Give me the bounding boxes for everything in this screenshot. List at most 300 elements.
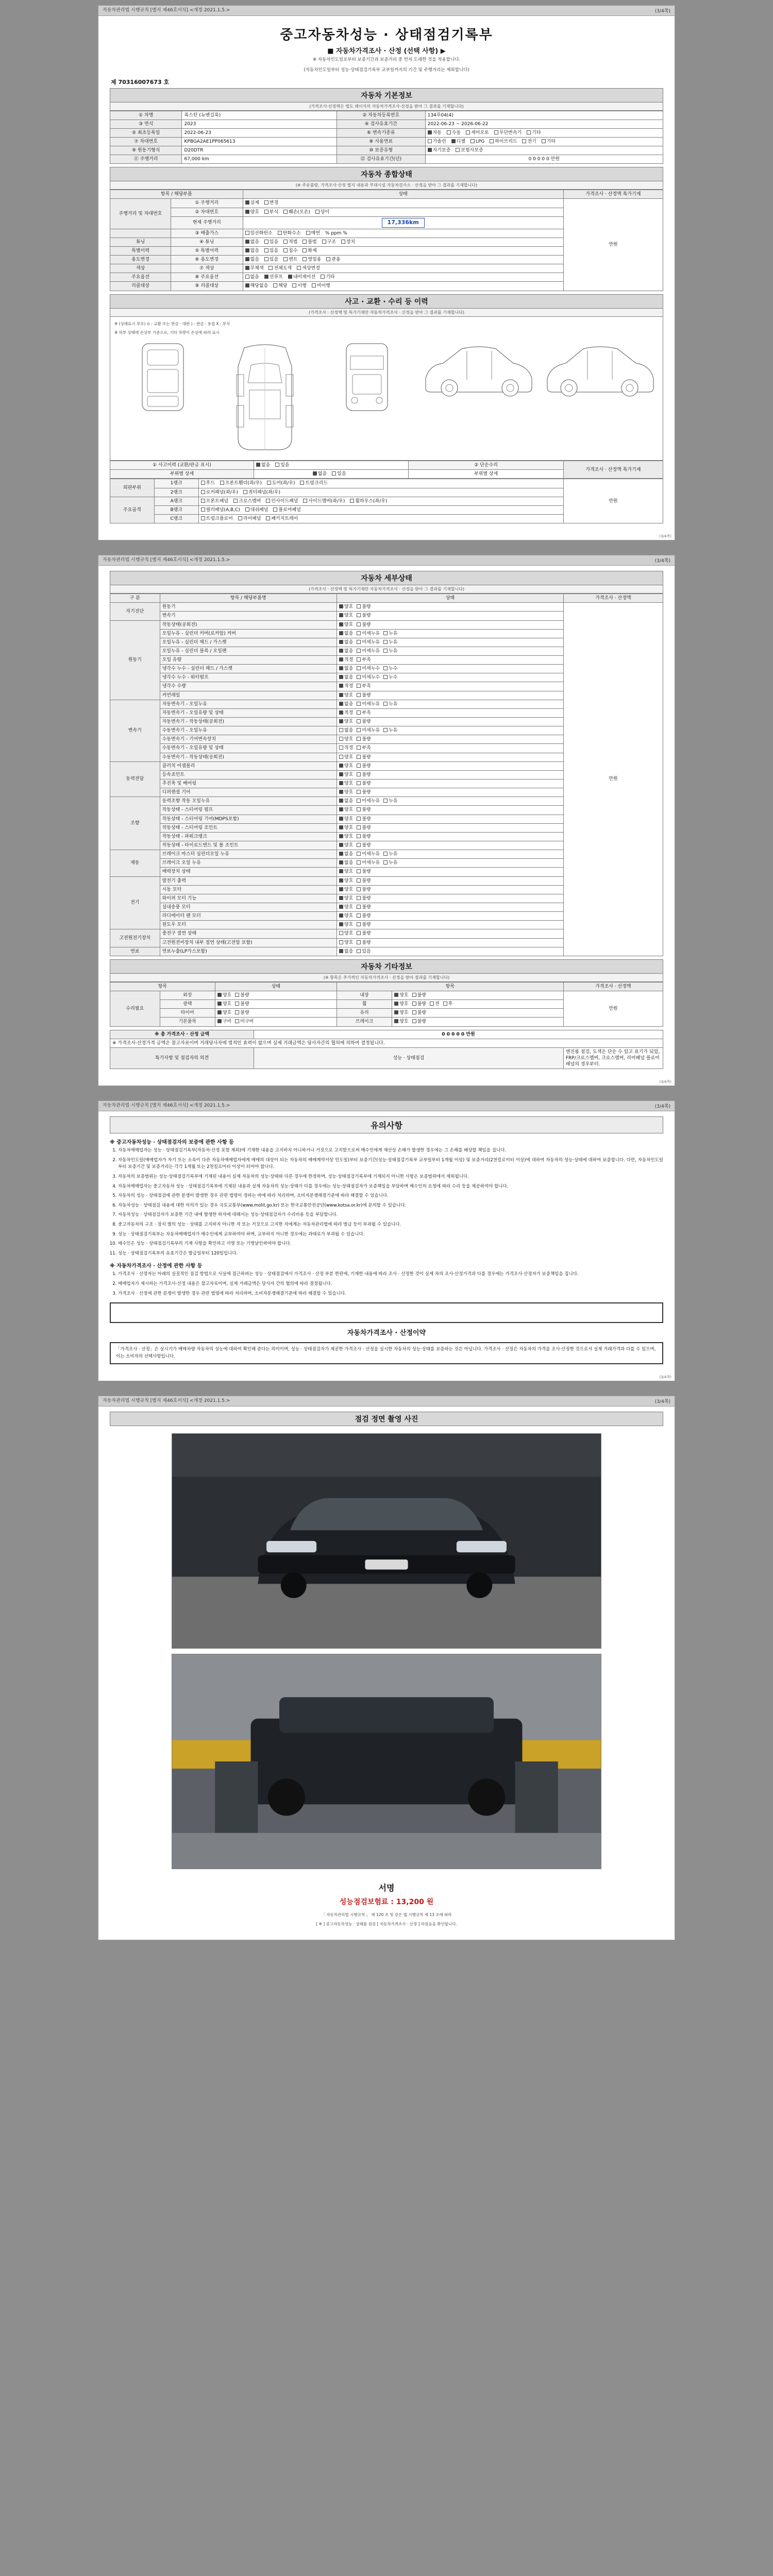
detail-1-1-option-0[interactable]: 없음	[339, 631, 353, 637]
detail-2-2-option-0[interactable]: 양호	[339, 719, 353, 725]
parts-rank-1: 1랭크	[154, 479, 198, 488]
special-option-flood[interactable]: 침수	[283, 248, 297, 254]
recall-option-done[interactable]: 이행	[292, 283, 306, 289]
detail-4-0-option-1[interactable]: 미세누유	[357, 798, 380, 804]
detail-group-7: 고전원전기장치	[110, 929, 160, 947]
vin-option-good[interactable]: 양호	[245, 209, 259, 215]
page-subnote-1: ※ 자동차인도일로부터 보증기간과 보증거리 중 먼저 도래한 것을 적용합니다.	[313, 57, 460, 62]
detail-part-1-8: 커먼레일	[160, 691, 337, 700]
detail-6-4-option-1[interactable]: 불량	[357, 913, 371, 919]
detail-1-0-option-0[interactable]: 양호	[339, 622, 353, 628]
emission-option-hc[interactable]: 탄화수소	[278, 230, 301, 236]
basic-value-first-registration: 2022-06-23	[182, 128, 337, 137]
detail-state-4-5	[337, 841, 563, 850]
detail-3-1-option-0[interactable]: 양호	[339, 772, 353, 778]
table-row	[110, 137, 663, 146]
accident-diagram-area	[110, 317, 663, 461]
emission-values: % ppm %	[325, 230, 347, 236]
detail-3-0-option-1[interactable]: 불량	[357, 763, 371, 769]
detail-1-7-option-0[interactable]: 적정	[339, 683, 353, 689]
others-b-2-option-0[interactable]: 양호	[394, 1010, 408, 1016]
detail-1-5-option-0[interactable]: 없음	[339, 666, 353, 672]
color-option-full-paint[interactable]: 전체도색	[268, 265, 292, 272]
vin-option-damaged[interactable]: 훼손(오손)	[283, 209, 310, 215]
detail-1-8-option-0[interactable]: 양호	[339, 692, 353, 699]
form-legal-ref-3: 자동차관리법 시행규칙 [별지 제46호서식] <개정 2021.1.5.>	[103, 1103, 230, 1109]
detail-2-0-option-2[interactable]: 누유	[383, 701, 397, 707]
usage-option-business[interactable]: 영업용	[303, 257, 321, 263]
detail-4-2-option-1[interactable]: 불량	[357, 816, 371, 822]
form-legal-ref: 자동차관리법 시행규칙 [별지 제46호서식] <개정 2021.1.5.>	[103, 8, 230, 13]
detail-6-0-option-1[interactable]: 불량	[357, 878, 371, 884]
detail-1-0-option-1[interactable]: 불량	[357, 622, 371, 628]
page-subnote-2: (자동차인도일부터 성능·상태점검기록부 교부일까지의 기간 및 주행거리는 제외합니다)	[304, 67, 469, 73]
detail-1-3-option-1[interactable]: 미세누유	[357, 648, 380, 654]
table-row	[110, 1030, 663, 1039]
page-footer-3: (3/4쪽)	[659, 1375, 671, 1380]
detail-5-2-option-0[interactable]: 양호	[339, 869, 353, 875]
detail-4-5-option-0[interactable]: 양호	[339, 842, 353, 849]
transmission-option-manual[interactable]: 수동	[447, 130, 461, 136]
detail-2-3-option-2[interactable]: 누유	[383, 727, 397, 734]
others-state-2	[215, 1009, 337, 1018]
others-b-3-option-0[interactable]: 양호	[394, 1019, 408, 1025]
overall-group-usage-change: 용도변경	[110, 256, 171, 264]
detail-0-0-option-0[interactable]: 양호	[339, 604, 353, 610]
tuning-option-legal[interactable]: 적법	[283, 239, 297, 245]
detail-part-2-4: 수동변속기 - 기어변속장치	[160, 735, 337, 744]
detail-part-4-2: 작동상태 - 스티어링 기어(MDPS포함)	[160, 815, 337, 823]
transmission-option-cvt[interactable]: 무단변속기	[494, 130, 522, 136]
detail-state-0-1	[337, 612, 563, 620]
fee-value: 13,200 원	[396, 1898, 434, 1907]
diagram-legend-2: ※ 하부 상태에 손상부 기준으로, 기타 차량이 손상에 따라 표시	[114, 330, 220, 335]
detail-3-1-option-1[interactable]: 불량	[357, 772, 371, 778]
detail-1-2-option-1[interactable]: 미세누유	[357, 639, 380, 646]
color-option-original[interactable]: 무채색	[245, 265, 264, 272]
detail-5-0-option-2[interactable]: 누유	[383, 851, 397, 857]
overall-item-recall: ⑨ 리콜대상	[171, 282, 243, 291]
detail-7-1-option-1[interactable]: 불량	[357, 940, 371, 946]
options-option-sunroof[interactable]: 선루프	[264, 274, 283, 280]
detail-0-0-option-1[interactable]: 불량	[357, 604, 371, 610]
notice-list-1	[118, 1147, 663, 1257]
color-option-changed[interactable]: 색상변경	[297, 265, 320, 272]
page-topbar	[98, 6, 675, 16]
basic-label-year: ③ 연식	[110, 120, 182, 128]
detail-0-1-option-0[interactable]: 양호	[339, 613, 353, 619]
detail-group-6: 전기	[110, 876, 160, 929]
detail-3-3-option-0[interactable]: 양호	[339, 789, 353, 795]
detail-state-6-4	[337, 912, 563, 921]
vin-option-corrosion[interactable]: 부식	[264, 209, 278, 215]
detail-1-8-option-1[interactable]: 불량	[357, 692, 371, 699]
transmission-option-auto[interactable]: 자동	[428, 130, 442, 136]
detail-1-2-option-0[interactable]: 없음	[339, 639, 353, 646]
detail-part-4-0: 동력조향 작동 오일누유	[160, 797, 337, 806]
detail-part-6-2: 와이퍼 모터 기능	[160, 894, 337, 903]
detail-6-3-option-1[interactable]: 불량	[357, 904, 371, 910]
detail-2-1-option-1[interactable]: 부족	[357, 710, 371, 716]
detail-7-0-option-1[interactable]: 불량	[357, 930, 371, 937]
others-a-0-option-1[interactable]: 불량	[235, 992, 249, 998]
accident-history-none[interactable]: 없음	[256, 462, 270, 468]
notice-item-4: 5. 자동차의 성능 · 상태점검에 관한 분쟁이 발생한 경우 관련 법령이 정하는 바에 따라 처리하며, 소비자분쟁해결기준에 따라 해결할 수 있습니다.	[118, 1193, 663, 1200]
car-diagram-right-side[interactable]	[541, 338, 660, 400]
detail-2-5-option-0[interactable]: 적정	[339, 745, 353, 751]
overall-item-options: ⑧ 주요옵션	[171, 273, 243, 282]
notice-item-7: 8. 중고자동차의 구조 · 장치 별의 성능 · 상태를 고지하지 아니한 자 또는 거짓으로 고지한 자에게는 자동차관리법에 따라 벌금 등이 부과될 수 있습니다.	[118, 1222, 663, 1229]
detail-part-1-3: 오일누유 - 실린더 블록 / 오일팬	[160, 647, 337, 655]
usage-option-yes[interactable]: 있음	[264, 257, 278, 263]
notice2-item-2: 3. 가격조사 · 산정에 관한 분쟁이 발생한 경우 관련 법령에 따라 처리하며, 소비자분쟁해결기준에 따라 해결할 수 있습니다.	[118, 1291, 663, 1298]
recall-option-na[interactable]: 해당없음	[245, 283, 268, 289]
overall-state-options	[243, 273, 563, 282]
options-option-navigation[interactable]: 내비게이션	[288, 274, 315, 280]
tuning-option-illegal[interactable]: 불법	[303, 239, 316, 245]
tuning-option-yes[interactable]: 있음	[264, 239, 278, 245]
accident-col-simple-repair: ② 단순수리	[409, 461, 563, 470]
detail-2-6-option-0[interactable]: 양호	[339, 754, 353, 760]
others-part-1: 광택	[160, 1000, 215, 1009]
options-option-none[interactable]: 없음	[245, 274, 259, 280]
overall-state-color	[243, 264, 563, 273]
pledge-empty-box	[110, 1302, 663, 1323]
detail-state-6-2	[337, 894, 563, 903]
detail-1-7-option-1[interactable]: 부족	[357, 683, 371, 689]
form-legal-ref-4: 자동차관리법 시행규칙 [별지 제46호서식] <개정 2021.1.5.>	[103, 1398, 230, 1404]
detail-state-3-0	[337, 761, 563, 770]
basic-value-warranty-period: 0 0 0 0 0 만원	[425, 155, 663, 164]
tuning-option-structure[interactable]: 구조	[322, 239, 336, 245]
emission-option-smoke[interactable]: 매연	[306, 230, 320, 236]
fuel-option-gasoline[interactable]: 가솔린	[428, 139, 446, 145]
overall-state-recall	[243, 282, 563, 291]
others-col-state: 상태	[215, 982, 337, 991]
car-diagram-front[interactable]	[317, 338, 416, 416]
overall-item-tuning: ④ 튜닝	[171, 238, 243, 246]
detail-2-5-option-1[interactable]: 부족	[357, 745, 371, 751]
transmission-option-semiauto[interactable]: 세미오토	[466, 130, 489, 136]
detail-2-3-option-1[interactable]: 미세누유	[357, 727, 380, 734]
usage-option-government[interactable]: 관용	[326, 257, 340, 263]
parts-group-exterior: 외판부위	[110, 479, 155, 497]
detail-6-4-option-0[interactable]: 양호	[339, 913, 353, 919]
detail-2-0-option-0[interactable]: 없음	[339, 701, 353, 707]
special-option-yes[interactable]: 있음	[264, 248, 278, 254]
detail-state-2-5	[337, 744, 563, 753]
usage-option-rent[interactable]: 렌트	[283, 257, 297, 263]
others-a-3-option-0[interactable]: 구비	[217, 1019, 231, 1025]
mileage-option-changed[interactable]: 변경	[264, 200, 278, 206]
notice-item-6: 7. 자동차성능 · 상태점검자가 보증한 기간 내에 발생한 하자에 대해서는 성능·상태점검자가 수리비용 등을 부담합니다.	[118, 1212, 663, 1219]
page-topbar-2	[98, 555, 675, 566]
car-diagram-top[interactable]	[215, 338, 314, 457]
table-row	[110, 1047, 663, 1069]
detail-state-1-4	[337, 656, 563, 665]
detail-1-3-option-2[interactable]: 누유	[383, 648, 397, 654]
detail-group-1: 원동기	[110, 620, 160, 700]
others-b-3-option-1[interactable]: 불량	[412, 1019, 426, 1025]
detail-part-3-0: 클러치 어셈블리	[160, 761, 337, 770]
detail-1-4-option-1[interactable]: 부족	[357, 657, 371, 663]
warranty-option-insurance[interactable]: 보험사보증	[456, 147, 483, 154]
detail-5-1-option-2[interactable]: 누유	[383, 860, 397, 866]
detail-4-0-option-0[interactable]: 없음	[339, 798, 353, 804]
notice-heading-1: ※ 중고자동차성능 · 상태점검자의 보증에 관한 사항 등	[110, 1140, 234, 1146]
document-number-label: 제	[111, 78, 119, 86]
others-b-0-option-0[interactable]: 양호	[394, 992, 408, 998]
detail-6-5-option-1[interactable]: 불량	[357, 922, 371, 928]
detail-3-3-option-1[interactable]: 불량	[357, 789, 371, 795]
detail-7-1-option-0[interactable]: 양호	[339, 940, 353, 946]
others-col-price: 가격조사 · 산정액	[563, 982, 663, 991]
others-b-1-option-2[interactable]: 전	[430, 1001, 440, 1007]
table-header-row	[110, 190, 663, 199]
detail-4-4-option-1[interactable]: 불량	[357, 834, 371, 840]
detail-part-1-4: 오일 유량	[160, 656, 337, 665]
detail-7-0-option-0[interactable]: 양호	[339, 930, 353, 937]
options-option-etc[interactable]: 기타	[321, 274, 334, 280]
vin-option-different[interactable]: 상이	[315, 209, 329, 215]
others-a-3-option-1[interactable]: 미구비	[235, 1019, 254, 1025]
others-b-2-option-1[interactable]: 불량	[412, 1010, 426, 1016]
signature-title: 서명	[378, 1883, 395, 1893]
others-col-item-2: 항목	[337, 982, 563, 991]
detail-6-2-option-0[interactable]: 양호	[339, 895, 353, 902]
detail-col-price: 가격조사 · 산정액	[563, 594, 663, 603]
detail-1-6-option-1[interactable]: 미세누수	[357, 674, 380, 681]
detail-6-0-option-0[interactable]: 양호	[339, 878, 353, 884]
others-a-1-option-1[interactable]: 불량	[235, 1001, 249, 1007]
detail-5-1-option-0[interactable]: 없음	[339, 860, 353, 866]
table-row	[110, 991, 663, 999]
detail-8-0-option-0[interactable]: 없음	[339, 948, 353, 955]
others-group: 수리필요	[110, 991, 160, 1026]
detail-3-2-option-1[interactable]: 불량	[357, 781, 371, 787]
page-number: (3/4쪽)	[654, 9, 670, 14]
emission-option-co[interactable]: 일산화탄소	[245, 230, 273, 236]
others-b-0-option-1[interactable]: 불량	[412, 992, 426, 998]
detail-part-3-2: 추진축 및 베어링	[160, 779, 337, 788]
detail-state-2-3	[337, 726, 563, 735]
detail-1-1-option-1[interactable]: 미세누유	[357, 631, 380, 637]
detail-state-8-0	[337, 947, 563, 956]
detail-6-1-option-1[interactable]: 불량	[357, 887, 371, 893]
detail-2-4-option-0[interactable]: 양호	[339, 736, 353, 742]
detail-0-1-option-1[interactable]: 불량	[357, 613, 371, 619]
detail-4-5-option-1[interactable]: 불량	[357, 842, 371, 849]
notice-title: 유의사항	[110, 1116, 663, 1133]
tuning-option-none[interactable]: 없음	[245, 239, 259, 245]
detail-group-4: 조향	[110, 797, 160, 850]
detail-1-1-option-2[interactable]: 누유	[383, 631, 397, 637]
basic-label-transmission: ⑥ 변속기종류	[337, 128, 425, 137]
detail-state-3-1	[337, 770, 563, 779]
others-part2-0: 내장	[337, 991, 392, 999]
detail-group-2: 변속기	[110, 700, 160, 761]
detail-col-state: 상태	[337, 594, 563, 603]
basic-label-engine-type: ⑨ 원동기형식	[110, 146, 182, 155]
car-diagram-rear[interactable]	[113, 338, 212, 416]
parts-list-rankc: 트렁크플로어 리어패널 패키지트레이	[198, 514, 563, 523]
special-option-fire[interactable]: 화재	[303, 248, 316, 254]
detail-2-3-option-0[interactable]: 없음	[339, 727, 353, 734]
detail-state-1-8	[337, 691, 563, 700]
detail-6-5-option-0[interactable]: 양호	[339, 922, 353, 928]
detail-2-0-option-1[interactable]: 미세누유	[357, 701, 380, 707]
basic-value-vin: KPBGA2AE1PP065613	[182, 137, 337, 146]
detail-state-2-2	[337, 718, 563, 726]
fuel-option-etc[interactable]: 기타	[542, 139, 556, 145]
detail-3-2-option-0[interactable]: 양호	[339, 781, 353, 787]
notice-list-2	[118, 1271, 663, 1297]
detail-part-6-3: 실내송풍 모터	[160, 903, 337, 912]
detail-4-3-option-1[interactable]: 불량	[357, 825, 371, 831]
accident-parts-table	[110, 479, 663, 523]
recall-option-applicable[interactable]: 해당	[273, 283, 287, 289]
detail-4-4-option-0[interactable]: 양호	[339, 834, 353, 840]
detail-1-6-option-2[interactable]: 누수	[383, 674, 397, 681]
others-note: (※ 항목은 추가적인 자동차가격조사 · 산정을 받아 결과를 기재합니다)	[110, 974, 663, 982]
detail-5-2-option-1[interactable]: 불량	[357, 869, 371, 875]
detail-state-6-3	[337, 903, 563, 912]
parts-rank-2: 2랭크	[154, 488, 198, 497]
tuning-option-device[interactable]: 장치	[341, 239, 355, 245]
others-part2-1: 휠	[337, 1000, 392, 1009]
overall-state-usage-change	[243, 256, 563, 264]
detail-4-2-option-0[interactable]: 양호	[339, 816, 353, 822]
fuel-option-hybrid[interactable]: 하이브리드	[490, 139, 517, 145]
others-b-1-option-1[interactable]: 불량	[412, 1001, 426, 1007]
recall-option-notdone[interactable]: 미이행	[312, 283, 330, 289]
detail-state-1-1	[337, 629, 563, 638]
others-b-1-option-3[interactable]: 후	[443, 1001, 453, 1007]
car-diagram-left-side[interactable]	[419, 338, 538, 400]
others-a-0-option-0[interactable]: 양호	[217, 992, 231, 998]
detail-state-1-3	[337, 647, 563, 655]
table-row	[110, 120, 663, 128]
detail-6-2-option-1[interactable]: 불량	[357, 895, 371, 902]
detail-4-0-option-2[interactable]: 누유	[383, 798, 397, 804]
warranty-option-self[interactable]: 자기보증	[428, 147, 451, 154]
others-header: 자동차 기타정보	[110, 959, 663, 974]
detail-header: 자동차 세부상태	[110, 571, 663, 585]
transmission-option-etc[interactable]: 기타	[527, 130, 541, 136]
detail-1-2-option-2[interactable]: 누유	[383, 639, 397, 646]
detail-1-3-option-0[interactable]: 없음	[339, 648, 353, 654]
detail-8-0-option-1[interactable]: 있음	[357, 948, 371, 955]
detail-1-5-option-1[interactable]: 미세누수	[357, 666, 380, 672]
estimate-table	[110, 1030, 663, 1070]
parts-list-ranka: 프론트패널 크로스멤버 인사이드패널 사이드멤버(좌/우) 휠하우스(좌/우)	[198, 497, 563, 505]
memo-text[interactable]: 엔진룸 점검, 도색은 단순 수 있고 표기가 되었, FRP/크로스멤버, 크로스멤버, 리어패널 플로어패널의 경우부터.	[563, 1047, 663, 1069]
detail-2-1-option-0[interactable]: 적정	[339, 710, 353, 716]
page-footer-2: (3/4쪽)	[659, 1080, 671, 1084]
overall-group-special-history: 특별이력	[110, 246, 171, 255]
others-part-3: 기본품목	[160, 1018, 215, 1026]
document-number-row	[110, 77, 663, 88]
detail-4-3-option-0[interactable]: 양호	[339, 825, 353, 831]
detail-state-6-5	[337, 921, 563, 929]
notice-item-1: 2. 자동차인도일(매매업자가 자기 또는 소속이 다른 자동차매매업자에게 매매의 대상이 되는 자동차의 매매계약서상 인도일)부터 보증기간(성능·상태점검기록부 교부일부터 1개월 이상) 및 보증거리(2천킬로미터 이상)에 대하여 자동차의 성능·상태에 대하여 보증합니다. 다만, 자동차인도일부터 보증기간 및 보증거리는 각각 1개월 또는 2천킬로미터 이상이 되어야 합니다.	[118, 1157, 663, 1171]
parts-rank-b: B랭크	[154, 505, 198, 514]
detail-group-3: 동력전달	[110, 761, 160, 797]
fuel-option-diesel[interactable]: 디젤	[451, 139, 465, 145]
accident-price-value: 만원	[563, 479, 663, 523]
accident-price-label: 가격조사 · 산정액 특가기재	[563, 461, 663, 479]
accident-item-parts-head: 부위별 상세	[110, 470, 254, 479]
others-price-value: 만원	[563, 991, 663, 1026]
detail-col-group: 구 분	[110, 594, 160, 603]
detail-6-1-option-0[interactable]: 양호	[339, 887, 353, 893]
simple-repair-yes[interactable]: 있음	[332, 471, 346, 477]
special-option-none[interactable]: 없음	[245, 248, 259, 254]
basic-info-header: 자동차 기본정보	[110, 88, 663, 103]
overall-state-tuning	[243, 238, 563, 246]
accident-history-yes[interactable]: 있음	[275, 462, 289, 468]
basic-label-first-registration: ⑤ 최초등록일	[110, 128, 182, 137]
document-number-suffix: 호	[161, 78, 170, 86]
accident-note: (가격조사 · 산정액 및 특가기재란 자동차가격조사 · 산정을 받아 그 결과를 기재합니다)	[110, 309, 663, 317]
parts-group-frame: 주요골격	[110, 497, 155, 523]
usage-option-none[interactable]: 없음	[245, 257, 259, 263]
detail-1-6-option-0[interactable]: 없음	[339, 674, 353, 681]
page-1	[98, 5, 675, 540]
overall-col-price: 가격조사 · 산정액 특가기재	[563, 190, 663, 199]
mileage-option-actual[interactable]: 실제	[245, 200, 259, 206]
others-a-2-option-1[interactable]: 불량	[235, 1010, 249, 1016]
detail-5-1-option-1[interactable]: 미세누유	[357, 860, 380, 866]
detail-part-6-0: 발전기 출력	[160, 876, 337, 885]
basic-value-engine-type: D20DTR	[182, 146, 337, 155]
document-number-value: 70316007673	[118, 78, 162, 86]
others-part2-3: 브레이크	[337, 1018, 392, 1026]
detail-5-0-option-0[interactable]: 없음	[339, 851, 353, 857]
detail-3-0-option-0[interactable]: 양호	[339, 763, 353, 769]
overall-item-current-mileage: 현재 주행거리	[171, 216, 243, 229]
detail-2-4-option-1[interactable]: 불량	[357, 736, 371, 742]
overall-item-color: ⑦ 색상	[171, 264, 243, 273]
basic-label-warranty-type: ⑩ 보증유형	[337, 146, 425, 155]
fuel-option-lpg[interactable]: LPG	[470, 139, 484, 145]
form-legal-ref-2: 자동차관리법 시행규칙 [별지 제46호서식] <개정 2021.1.5.>	[103, 557, 230, 563]
detail-5-0-option-1[interactable]: 미세누유	[357, 851, 380, 857]
detail-4-1-option-0[interactable]: 양호	[339, 807, 353, 813]
detail-1-4-option-0[interactable]: 적정	[339, 657, 353, 663]
detail-col-part: 항목 / 해당부품명	[160, 594, 337, 603]
simple-repair-none[interactable]: 없음	[313, 471, 327, 477]
fuel-option-electric[interactable]: 전기	[522, 139, 536, 145]
table-row	[110, 146, 663, 155]
detail-2-2-option-1[interactable]: 불량	[357, 719, 371, 725]
detail-6-3-option-0[interactable]: 양호	[339, 904, 353, 910]
others-a-1-option-0[interactable]: 양호	[217, 1001, 231, 1007]
detail-1-5-option-2[interactable]: 누수	[383, 666, 397, 672]
basic-info-note: (가격조사·산정액은 별도 페이지의 자동차가격조사·산정을 받아 그 결과를 기재합니다)	[110, 103, 663, 111]
detail-state-0-0	[337, 603, 563, 612]
detail-part-0-1: 변속기	[160, 612, 337, 620]
table-header-row	[110, 594, 663, 603]
others-b-1-option-0[interactable]: 양호	[394, 1001, 408, 1007]
detail-part-1-6: 냉각수 누수 - 워터펌프	[160, 673, 337, 682]
detail-4-1-option-1[interactable]: 불량	[357, 807, 371, 813]
others-a-2-option-0[interactable]: 양호	[217, 1010, 231, 1016]
overall-state-vin	[243, 208, 563, 216]
others-state2-1	[392, 1000, 564, 1009]
detail-state-3-2	[337, 779, 563, 788]
detail-2-6-option-1[interactable]: 불량	[357, 754, 371, 760]
